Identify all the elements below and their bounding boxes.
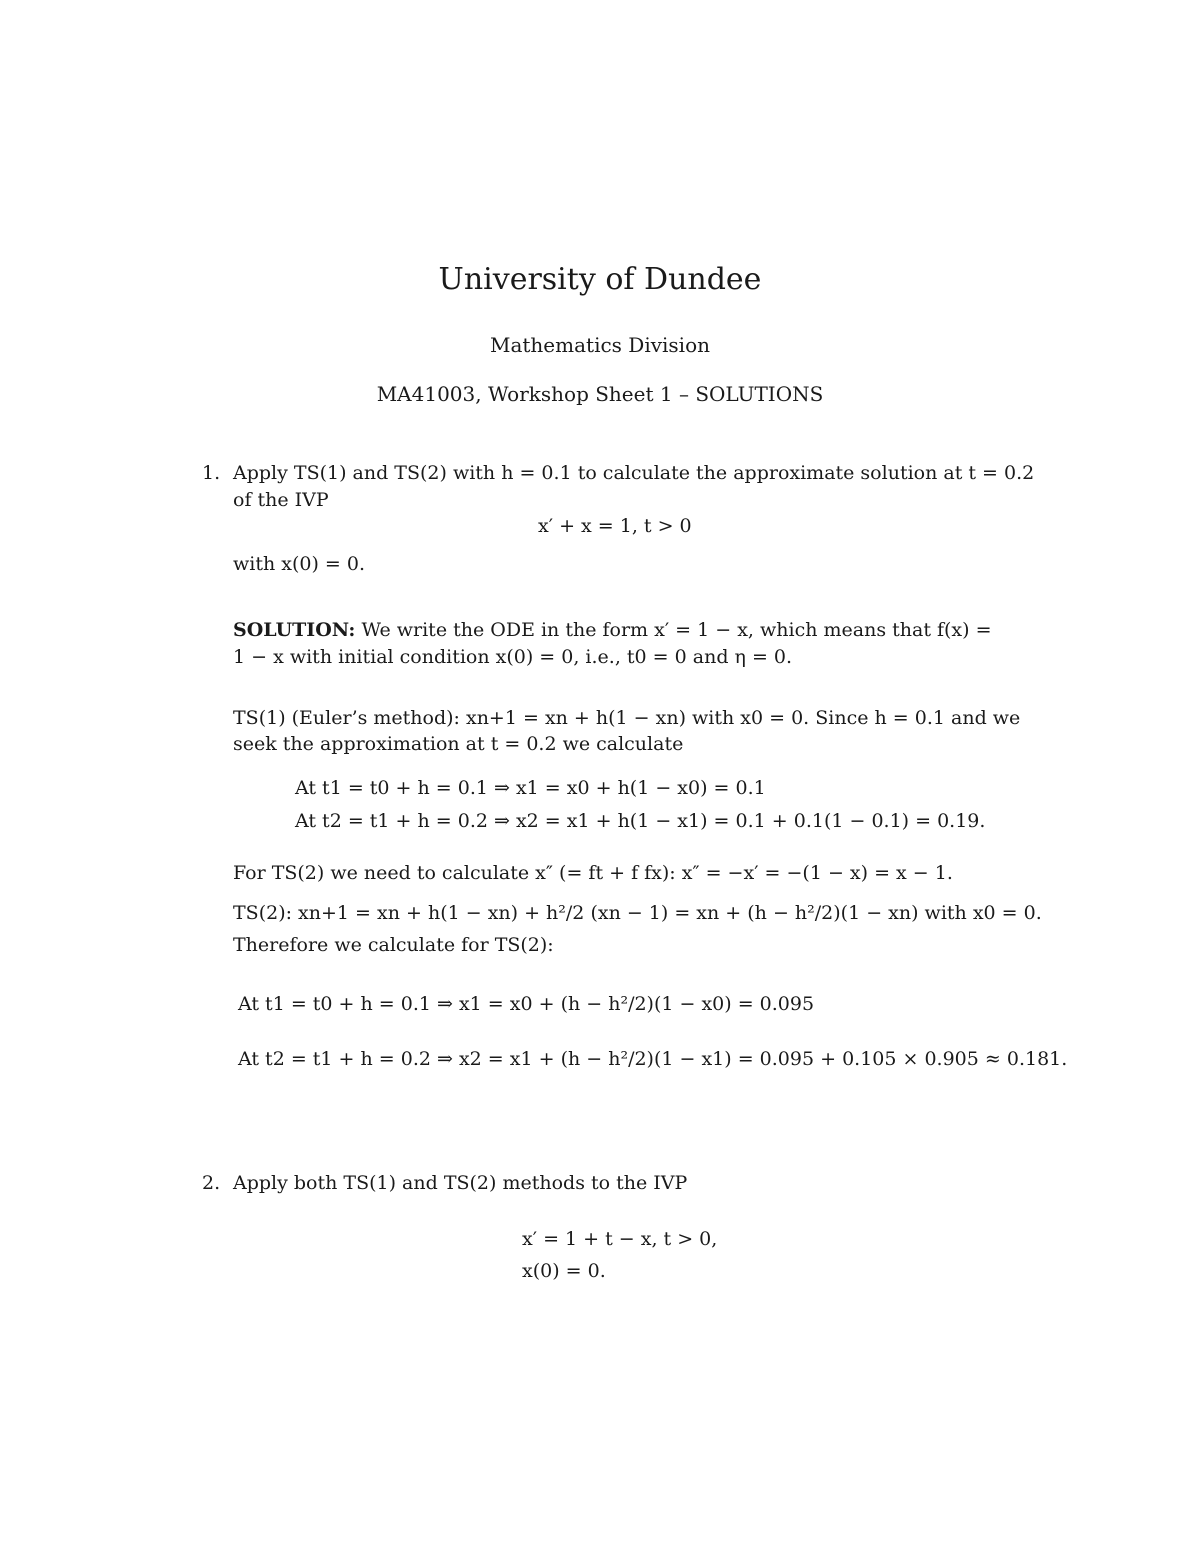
question-2-equation-1: x′ = 1 + t − x, t > 0, xyxy=(522,1228,718,1250)
question-1-number: 1. xyxy=(202,462,221,484)
question-2-prompt: Apply both TS(1) and TS(2) methods to the IVP xyxy=(233,1172,688,1194)
question-1-initial-condition: with x(0) = 0. xyxy=(233,553,366,575)
question-1-equation: x′ + x = 1, t > 0 xyxy=(538,515,692,537)
solution-text-1: We write the ODE in the form x′ = 1 − x, which means that f(x) = xyxy=(361,619,992,641)
ts1-line-2: seek the approximation at t = 0.2 we calculate xyxy=(233,733,684,755)
sheet-title: MA41003, Workshop Sheet 1 – SOLUTIONS xyxy=(376,382,824,406)
ts2-intro: For TS(2) we need to calculate x″ (= ft + f fx): x″ = −x′ = −(1 − x) = x − 1. xyxy=(233,862,953,884)
solution-label: SOLUTION: xyxy=(233,619,356,641)
ts1-line-1: TS(1) (Euler’s method): xn+1 = xn + h(1 − xn) with x0 = 0. Since h = 0.1 and we xyxy=(233,707,1021,729)
ts1-step-1: At t1 = t0 + h = 0.1 ⇒ x1 = x0 + h(1 − x0) = 0.1 xyxy=(295,777,766,799)
ts2-therefore: Therefore we calculate for TS(2): xyxy=(233,934,554,956)
division-title: Mathematics Division xyxy=(489,333,710,357)
question-1-prompt-line-2: of the IVP xyxy=(233,489,329,511)
question-1-prompt-line-1: Apply TS(1) and TS(2) with h = 0.1 to calculate the approximate solution at t = 0.2 xyxy=(233,462,1035,484)
ts2-step-2: At t2 = t1 + h = 0.2 ⇒ x2 = x1 + (h − h²/2)(1 − x1) = 0.095 + 0.105 × 0.905 ≈ 0.181. xyxy=(238,1048,1068,1070)
ts2-formula: TS(2): xn+1 = xn + h(1 − xn) + h²/2 (xn − 1) = xn + (h − h²/2)(1 − xn) with x0 = 0. xyxy=(233,902,1042,924)
question-2-equation-2: x(0) = 0. xyxy=(522,1260,606,1282)
ts1-step-2: At t2 = t1 + h = 0.2 ⇒ x2 = x1 + h(1 − x1) = 0.1 + 0.1(1 − 0.1) = 0.19. xyxy=(295,810,986,832)
university-title: University of Dundee xyxy=(438,262,762,297)
question-2-number: 2. xyxy=(202,1172,221,1194)
solution-line-1 xyxy=(233,619,992,641)
ts2-step-1: At t1 = t0 + h = 0.1 ⇒ x1 = x0 + (h − h²/2)(1 − x0) = 0.095 xyxy=(238,993,815,1015)
solution-line-2: 1 − x with initial condition x(0) = 0, i.e., t0 = 0 and η = 0. xyxy=(233,646,793,668)
